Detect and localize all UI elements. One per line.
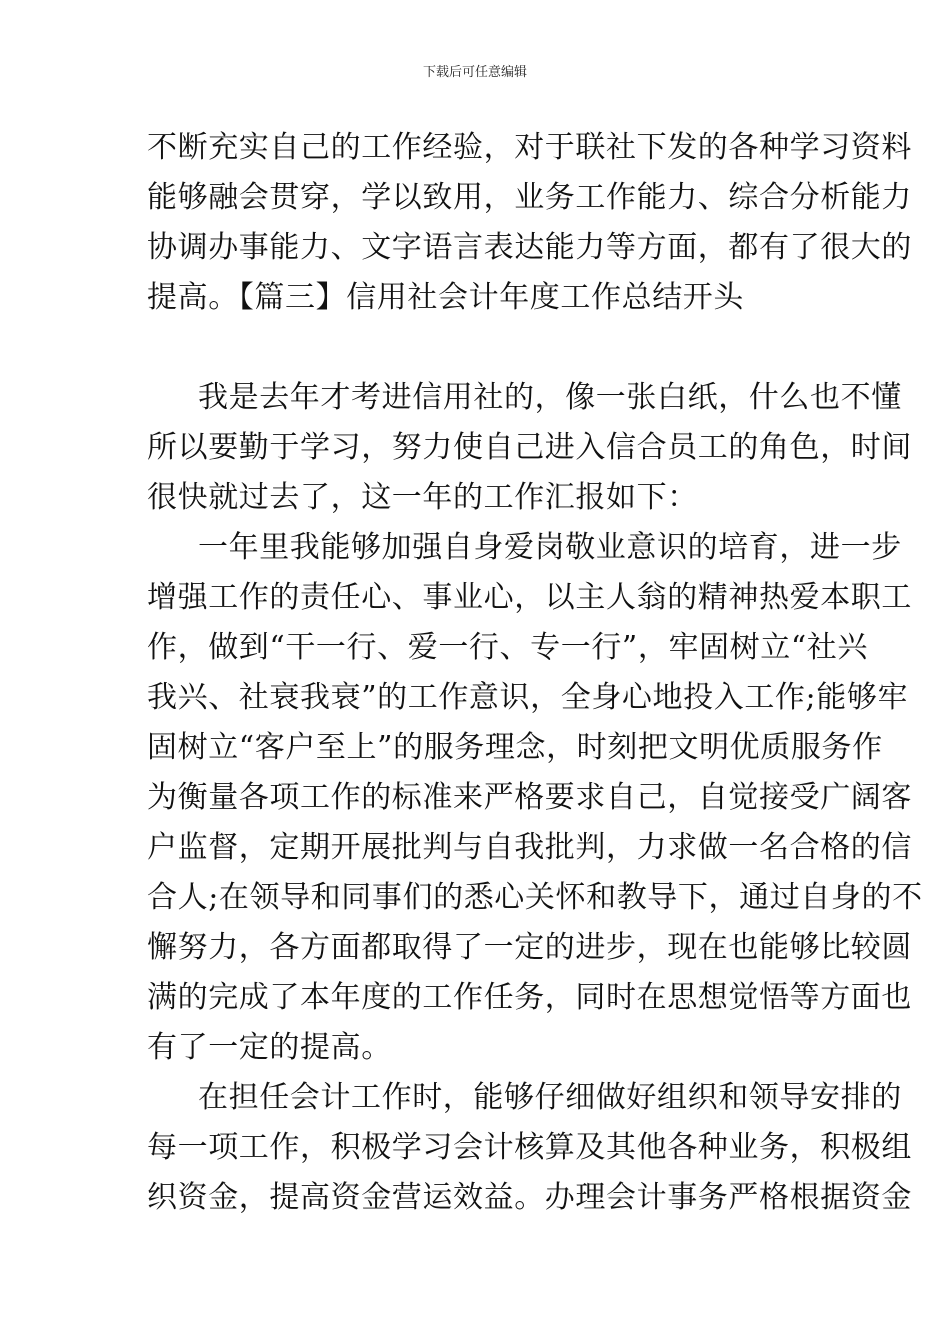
text-line: 所以要勤于学习，努力使自己进入信合员工的角色，时间 (147, 430, 912, 465)
text-line: 户监督，定期开展批判与自我批判，力求做一名合格的信 (147, 830, 912, 865)
text-line: 协调办事能力、文字语言表达能力等方面，都有了很大的 (147, 230, 912, 265)
text-line: 增强工作的责任心、事业心，以主人翁的精神热爱本职工 (147, 580, 912, 615)
text-line: 我是去年才考进信用社的，像一张白纸，什么也不懂 (198, 380, 902, 415)
text-line: 一年里我能够加强自身爱岗敬业意识的培育，进一步 (198, 530, 902, 565)
text-line: 我兴、社衰我衰”的工作意识，全身心地投入工作;能够牢 (147, 680, 909, 715)
text-line: 能够融会贯穿，学以致用，业务工作能力、综合分析能力 (147, 180, 912, 215)
text-line: 作，做到“干一行、爱一行、专一行”，牢固树立“社兴 (147, 630, 869, 665)
text-line: 为衡量各项工作的标准来严格要求自己，自觉接受广阔客 (147, 780, 912, 815)
text-line: 满的完成了本年度的工作任务，同时在思想觉悟等方面也 (147, 980, 912, 1015)
text-line: 合人;在领导和同事们的悉心关怀和教导下，通过自身的不 (147, 880, 923, 915)
page-header: 下载后可任意编辑 (422, 65, 527, 80)
text-line: 很快就过去了，这一年的工作汇报如下： (147, 480, 698, 515)
text-line: 固树立“客户至上”的服务理念，时刻把文明优质服务作 (147, 730, 883, 765)
text-line: 有了一定的提高。 (147, 1030, 392, 1065)
text-line: 懈努力，各方面都取得了一定的进步，现在也能够比较圆 (147, 930, 912, 965)
text-line: 不断充实自己的工作经验，对于联社下发的各种学习资料 (147, 130, 912, 165)
text-line: 在担任会计工作时，能够仔细做好组织和领导安排的 (198, 1080, 902, 1115)
text-line: 提高。【篇三】信用社会计年度工作总结开头 (147, 280, 744, 315)
text-line: 织资金，提高资金营运效益。办理会计事务严格根据资金 (147, 1180, 912, 1215)
text-line: 每一项工作，积极学习会计核算及其他各种业务，积极组 (147, 1130, 912, 1165)
